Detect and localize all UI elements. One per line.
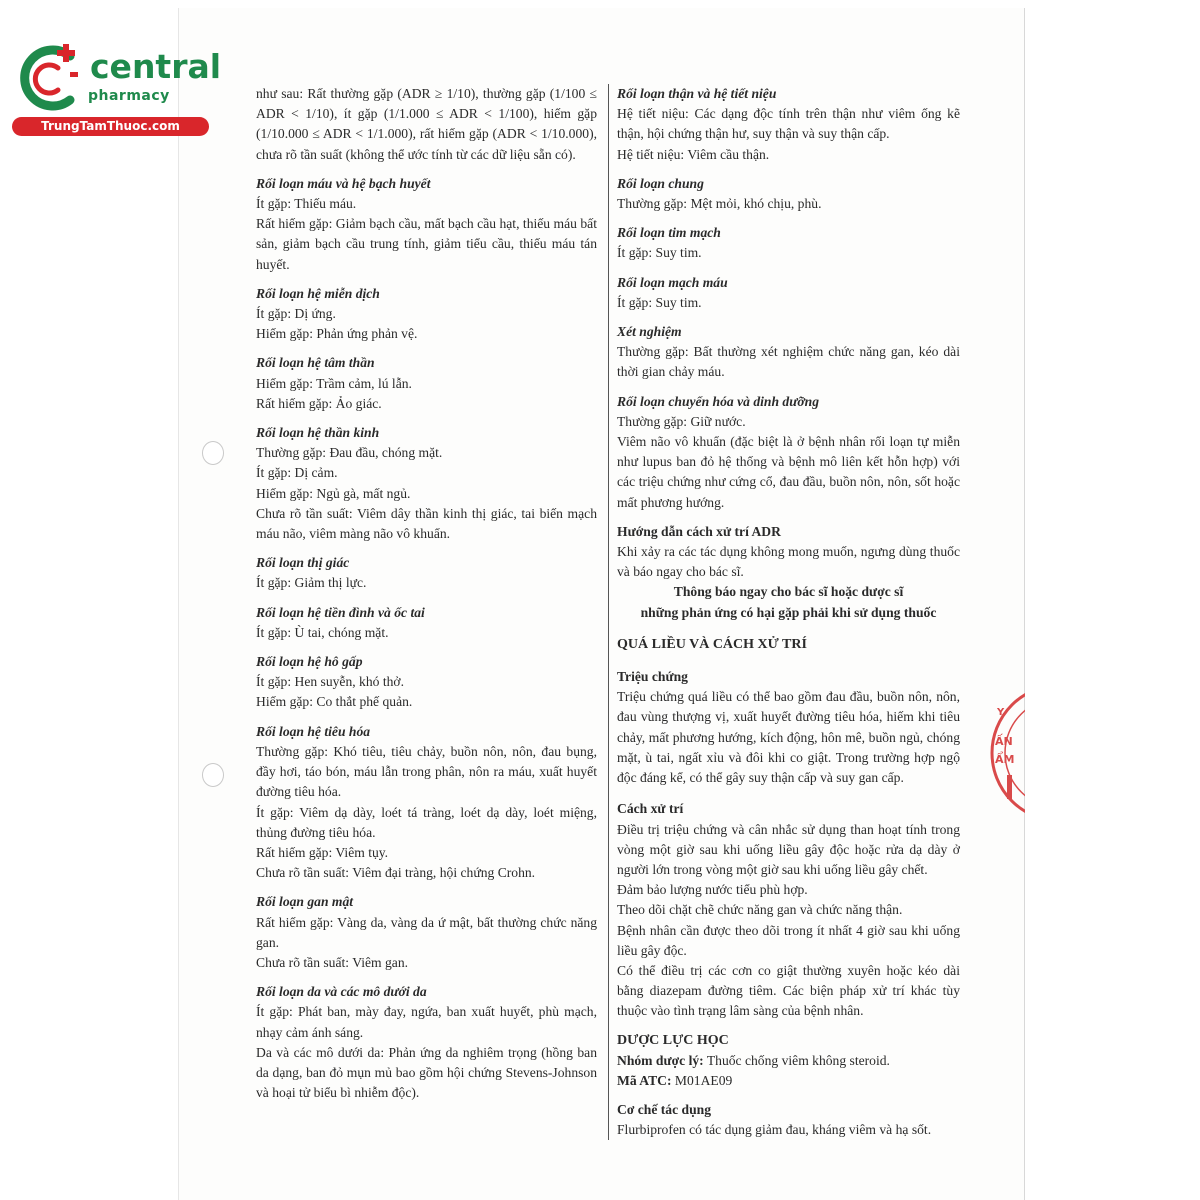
svg-text:ẨM: ẨM xyxy=(995,753,1015,766)
text-line: Thường gặp: Bất thường xét nghiệm chức năng gan, kéo dài thời gian chảy máu. xyxy=(617,344,960,380)
text-line: Rất hiếm gặp: Viêm tụy. xyxy=(256,844,389,860)
heading-nerve: Rối loạn hệ thần kinh xyxy=(256,425,380,441)
text-line: Hiếm gặp: Phản ứng phản vệ. xyxy=(256,326,418,342)
punch-hole-bottom xyxy=(202,763,224,787)
text-line: Triệu chứng quá liều có thể bao gồm đau đầu, buồn nôn, nôn, đau vùng thượng vị, xuất huyết đường tiêu hóa, hiếm khi tiêu chảy, mất phương hướng, kích động, hôn mê, buồn ngủ, chóng mặt, ù tai, ngất xỉu và đôi khi co giật. Trong trường hợp ngộ độc đáng kể, có thể gây suy thận cấp và suy gan cấp. xyxy=(617,689,960,786)
heading-kidney: Rối loạn thận và hệ tiết niệu xyxy=(617,86,777,101)
label: Nhóm dược lý: xyxy=(617,1052,704,1068)
atc-line xyxy=(617,1071,960,1091)
brand-name: central xyxy=(90,47,222,86)
text-line: Bệnh nhân cần được theo dõi trong ít nhất 4 giờ sau khi uống liều gây độc. xyxy=(617,922,960,958)
text-line: Ít gặp: Hen suyễn, khó thở. xyxy=(256,674,405,690)
text-line: Ít gặp: Suy tim. xyxy=(617,294,702,310)
text-line: Rất hiếm gặp: Giảm bạch cầu, mất bạch cầu hạt, thiếu máu bất sản, giảm bạch cầu trung tính, giảm tiểu cầu, thiếu máu tán huyết. xyxy=(256,216,597,272)
heading-immune: Rối loạn hệ miễn dịch xyxy=(256,285,380,301)
text-line: Hệ tiết niệu: Các dạng độc tính trên thận như viêm ống kẽ thận, hội chứng thận hư, suy thận và suy thận cấp. xyxy=(617,106,960,142)
text-line: Hiếm gặp: Ngủ gà, mất ngủ. xyxy=(256,485,411,501)
heading-mechanism: Cơ chế tác dụng xyxy=(617,1102,712,1118)
text-line: Hiếm gặp: Co thắt phế quản. xyxy=(256,694,413,710)
heading-adr: Hướng dẫn cách xử trí ADR xyxy=(617,523,781,539)
brand-subtitle: pharmacy xyxy=(88,88,170,104)
heading-skin: Rối loạn da và các mô dưới da xyxy=(256,984,427,1000)
heading-symptoms: Triệu chứng xyxy=(617,669,688,685)
heading-general: Rối loạn chung xyxy=(617,175,704,191)
text-line: Ít gặp: Dị ứng. xyxy=(256,306,336,322)
right-column xyxy=(617,84,960,1141)
text-line: Ít gặp: Thiếu máu. xyxy=(256,196,357,212)
heading-heart: Rối loạn tim mạch xyxy=(617,225,721,241)
heading-metabolism: Rối loạn chuyển hóa và dinh dưỡng xyxy=(617,393,820,409)
text-line: Thường gặp: Mệt mỏi, khó chịu, phù. xyxy=(617,196,822,212)
website-link[interactable]: TrungTamThuoc.com xyxy=(12,117,209,136)
value: Thuốc chống viêm không steroid. xyxy=(703,1052,890,1068)
heading-resp: Rối loạn hệ hô gấp xyxy=(256,654,363,670)
heading-eye: Rối loạn thị giác xyxy=(256,555,350,571)
punch-hole-top xyxy=(202,441,224,465)
text-line: Có thể điều trị các cơn co giật thường xuyên hoặc kéo dài bằng diazepam đường tiêm. Các biện pháp xử trí khác tùy thuộc vào tình trạng lâm sàng của bệnh nhân. xyxy=(617,962,960,1019)
frequency-intro: như sau: Rất thường gặp (ADR ≥ 1/10), thường gặp (1/100 ≤ ADR < 1/10), ít gặp (1/1.000 ≤ ADR < 1/100), hiếm gặp (1/10.000 ≤ ADR < 1/1.000), rất hiếm gặp (ADR < 1/10.000), chưa rõ tần suất (không thể ước tính từ các dữ liệu sẵn có). xyxy=(256,86,597,162)
text-line: Theo dõi chặt chẽ chức năng gan và chức năng thận. xyxy=(617,902,903,918)
svg-text:ẤN: ẤN xyxy=(995,735,1013,748)
text-line: Da và các mô dưới da: Phản ứng da nghiêm trọng (hồng ban da dạng, ban đỏ mụn mủ bao gồm hội chứng Stevens-Johnson và hoại tử biểu bì nhiễm độc). xyxy=(256,1044,597,1101)
text-line: Khi xảy ra các tác dụng không mong muốn, ngưng dùng thuốc và báo ngay cho bác sĩ. xyxy=(617,544,960,580)
label: Mã ATC: xyxy=(617,1072,672,1088)
heading-ear: Rối loạn hệ tiền đình và ốc tai xyxy=(256,604,425,620)
text-line: Rất hiếm gặp: Ảo giác. xyxy=(256,395,382,411)
heading-treatment: Cách xử trí xyxy=(617,801,684,817)
text-line: Ít gặp: Giảm thị lực. xyxy=(256,575,367,591)
text-line: Ít gặp: Dị cảm. xyxy=(256,465,338,481)
column-divider xyxy=(608,84,609,1140)
text-line: Ít gặp: Ù tai, chóng mặt. xyxy=(256,624,389,640)
text-line: Viêm não vô khuẩn (đặc biệt là ở bệnh nhân rối loạn tự miễn như lupus ban đỏ hệ thống và bệnh mô liên kết hỗn hợp) với các triệu chứng như cứng cổ, đau đầu, buồn nôn, nôn, sốt hoặc mất phương hướng. xyxy=(617,434,960,510)
heading-vessel: Rối loạn mạch máu xyxy=(617,274,728,290)
text-line: Thường gặp: Khó tiêu, tiêu chảy, buồn nôn, nôn, đau bụng, đầy hơi, táo bón, máu lẫn trong phân, nôn ra máu, xuất huyết đường tiêu hóa. xyxy=(256,743,597,800)
text-line: Flurbiprofen có tác dụng giảm đau, kháng viêm và hạ sốt. xyxy=(617,1122,932,1138)
value: M01AE09 xyxy=(671,1072,733,1088)
notice-line-2: những phản ứng có hại gặp phải khi sử dụng thuốc xyxy=(640,604,937,620)
text-line: Rất hiếm gặp: Vàng da, vàng da ứ mật, bất thường chức năng gan. xyxy=(256,914,597,950)
text-line: Điều trị triệu chứng và cân nhắc sử dụng than hoạt tính trong vòng một giờ sau khi uống liều gây độc hoặc rửa dạ dày ở người lớn trong vòng một giờ sau khi uống liều gây chết. xyxy=(617,821,960,877)
heading-psych: Rối loạn hệ tâm thần xyxy=(256,355,375,371)
text-line: Hiếm gặp: Trầm cảm, lú lẫn. xyxy=(256,375,412,391)
text-line: Chưa rõ tần suất: Viêm đại tràng, hội chứng Crohn. xyxy=(256,865,536,881)
notice-line-1: Thông báo ngay cho bác sĩ hoặc dược sĩ xyxy=(673,584,904,600)
pharm-group-line xyxy=(617,1051,960,1071)
text-line: Ít gặp: Viêm dạ dày, loét tá tràng, loét dạ dày, loét miệng, thủng đường tiêu hóa. xyxy=(256,804,597,840)
text-line: Thường gặp: Đau đầu, chóng mặt. xyxy=(256,445,443,461)
svg-text:Y: Y xyxy=(997,707,1005,718)
approval-stamp xyxy=(985,683,1025,823)
left-column xyxy=(256,84,597,1103)
heading-lab: Xét nghiệm xyxy=(617,324,682,340)
heading-blood: Rối loạn máu và hệ bạch huyết xyxy=(256,175,431,191)
section-overdose: QUÁ LIỀU VÀ CÁCH XỬ TRÍ xyxy=(617,636,807,652)
text-line: Chưa rõ tần suất: Viêm dây thần kinh thị giác, tai biến mạch máu não, viêm màng não vô khuẩn. xyxy=(256,505,597,542)
heading-gi: Rối loạn hệ tiêu hóa xyxy=(256,723,371,739)
text-line: Ít gặp: Phát ban, mày đay, ngứa, ban xuất huyết, phù mạch, nhạy cảm ánh sáng. xyxy=(256,1004,597,1040)
text-line: Ít gặp: Suy tim. xyxy=(617,245,702,261)
heading-liver: Rối loạn gan mật xyxy=(256,894,354,910)
text-line: Đảm bảo lượng nước tiểu phù hợp. xyxy=(617,882,808,898)
text-line: Chưa rõ tần suất: Viêm gan. xyxy=(256,954,409,970)
section-pharmacodynamics: DƯỢC LỰC HỌC xyxy=(617,1032,729,1048)
text-line: Thường gặp: Giữ nước. xyxy=(617,413,746,429)
text-line: Hệ tiết niệu: Viêm cầu thận. xyxy=(617,146,770,162)
